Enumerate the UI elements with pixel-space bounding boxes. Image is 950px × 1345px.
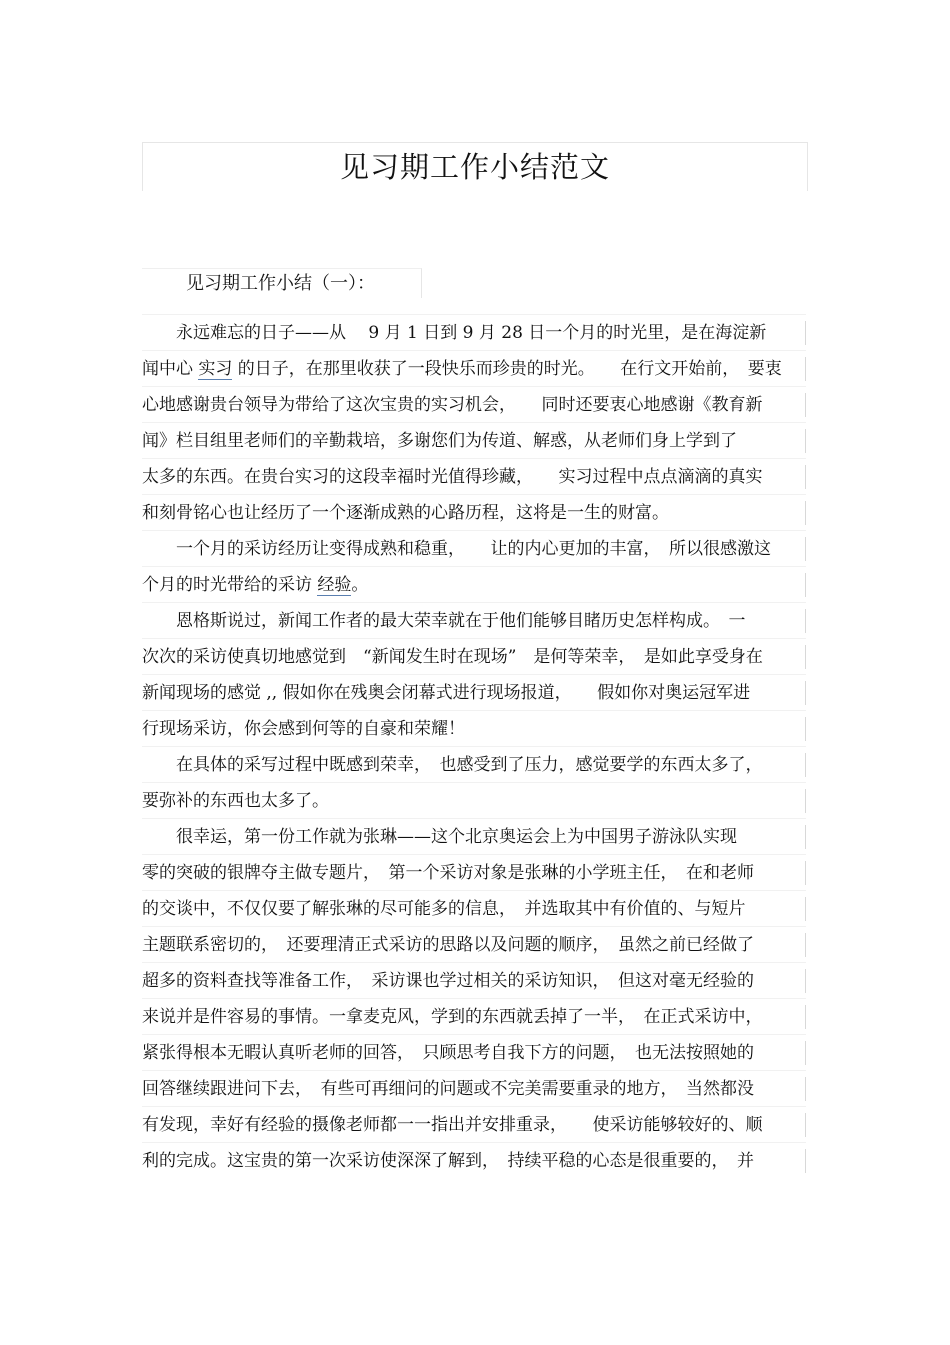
line-edge-marker — [805, 825, 806, 849]
line-text: 在具体的采写过程中既感到荣幸， 也感受到了压力，感觉要学的东西太多了， — [142, 755, 763, 775]
text-line — [142, 1034, 806, 1070]
text-line — [142, 1142, 806, 1178]
line-text: 利的完成。这宝贵的第一次采访使深深了解到， 持续平稳的心态是很重要的， 并 — [142, 1151, 754, 1171]
line-text: 零的突破的银牌夺主做专题片， 第一个采访对象是张琳的小学班主任， 在和老师 — [142, 863, 754, 883]
text-line — [142, 494, 806, 530]
line-text: 心地感谢贵台领导为带给了这次宝贵的实习机会， 同时还要衷心地感谢《教育新 — [142, 395, 763, 415]
text-line — [142, 314, 806, 350]
line-edge-marker — [805, 429, 806, 453]
line-edge-marker — [805, 609, 806, 633]
line-edge-marker — [805, 465, 806, 489]
line-text: 行现场采访，你会感到何等的自豪和荣耀！ — [142, 719, 465, 739]
line-edge-marker — [805, 717, 806, 741]
line-text: 超多的资料查找等准备工作， 采访课也学过相关的采访知识， 但这对毫无经验的 — [142, 971, 754, 991]
text-line — [142, 1070, 806, 1106]
line-text: 恩格斯说过，新闻工作者的最大荣幸就在于他们能够目睹历史怎样构成。 一 — [142, 611, 746, 631]
text-line — [142, 746, 806, 782]
line-edge-marker — [805, 1005, 806, 1029]
text-line — [142, 458, 806, 494]
line-text-after: 。 — [351, 575, 369, 595]
text-line — [142, 602, 806, 638]
title-box — [142, 142, 808, 191]
line-edge-marker — [805, 1149, 806, 1173]
text-line — [142, 422, 806, 458]
text-line — [142, 998, 806, 1034]
line-edge-marker — [805, 537, 806, 561]
line-text: 主题联系密切的， 还要理清正式采访的思路以及问题的顺序， 虽然之前已经做了 — [142, 935, 754, 955]
line-edge-marker — [805, 573, 806, 597]
line-text: 有发现，幸好有经验的摄像老师都一一指出并安排重录， 使采访能够较好的、顺 — [142, 1115, 763, 1135]
line-edge-marker — [805, 645, 806, 669]
line-text: 要弥补的东西也太多了。 — [142, 791, 329, 811]
line-edge-marker — [805, 933, 806, 957]
text-line — [142, 890, 806, 926]
text-line — [142, 962, 806, 998]
line-edge-marker — [805, 861, 806, 885]
text-line — [142, 530, 806, 566]
line-text: 个月的时光带给的采访 — [142, 575, 318, 595]
line-edge-marker — [805, 357, 806, 381]
text-line — [142, 674, 806, 710]
text-line — [142, 350, 806, 386]
line-text: 一个月的采访经历让变得成熟和稳重， 让的内心更加的丰富， 所以很感激这 — [142, 539, 771, 559]
text-line — [142, 386, 806, 422]
text-line — [142, 638, 806, 674]
text-line — [142, 854, 806, 890]
text-line — [142, 710, 806, 746]
line-edge-marker — [805, 1077, 806, 1101]
line-text-after: 的日子，在那里收获了一段快乐而珍贵的时光。 在行文开始前， 要衷 — [232, 359, 782, 379]
line-edge-marker — [805, 1041, 806, 1065]
line-text: 永远难忘的日子——从 9 月 1 日到 9 月 28 日一个月的时光里，是在海淀新 — [142, 323, 767, 343]
text-line — [142, 926, 806, 962]
line-edge-marker — [805, 969, 806, 993]
body-text — [142, 314, 806, 1178]
section-heading: 见习期工作小结（一）： — [142, 268, 422, 298]
line-text: 很幸运，第一份工作就为张琳——这个北京奥运会上为中国男子游泳队实现 — [142, 827, 737, 847]
line-edge-marker — [805, 789, 806, 813]
document-title: 见习期工作小结范文 — [339, 150, 610, 184]
text-line — [142, 818, 806, 854]
line-edge-marker — [805, 501, 806, 525]
line-edge-marker — [805, 321, 806, 345]
text-line — [142, 782, 806, 818]
inline-link[interactable]: 经验 — [317, 575, 352, 595]
line-text: 和刻骨铭心也让经历了一个逐渐成熟的心路历程，这将是一生的财富。 — [142, 503, 669, 523]
inline-link[interactable]: 实习 — [198, 359, 233, 379]
line-text: 来说并是件容易的事情。一拿麦克风，学到的东西就丢掉了一半， 在正式采访中， — [142, 1007, 763, 1027]
line-edge-marker — [805, 393, 806, 417]
line-edge-marker — [805, 1113, 806, 1137]
line-edge-marker — [805, 753, 806, 777]
line-text: 太多的东西。在贵台实习的这段幸福时光值得珍藏， 实习过程中点点滴滴的真实 — [142, 467, 763, 487]
line-text: 回答继续跟进问下去， 有些可再细问的问题或不完美需要重录的地方， 当然都没 — [142, 1079, 754, 1099]
text-line — [142, 1106, 806, 1142]
text-line — [142, 566, 806, 602]
line-edge-marker — [805, 897, 806, 921]
line-text: 次次的采访使真切地感觉到 “新闻发生时在现场” 是何等荣幸， 是如此享受身在 — [142, 647, 763, 667]
line-text: 闻》栏目组里老师们的辛勤栽培，多谢您们为传道、解惑，从老师们身上学到了 — [142, 431, 737, 451]
line-text: 紧张得根本无暇认真听老师的回答， 只顾思考自我下方的问题， 也无法按照她的 — [142, 1043, 754, 1063]
line-edge-marker — [805, 681, 806, 705]
line-text: 的交谈中，不仅仅要了解张琳的尽可能多的信息， 并选取其中有价值的、与短片 — [142, 899, 746, 919]
line-text: 闻中心 — [142, 359, 199, 379]
line-text: 新闻现场的感觉 ,, 假如你在残奥会闭幕式进行现场报道， 假如你对奥运冠军进 — [142, 683, 751, 703]
